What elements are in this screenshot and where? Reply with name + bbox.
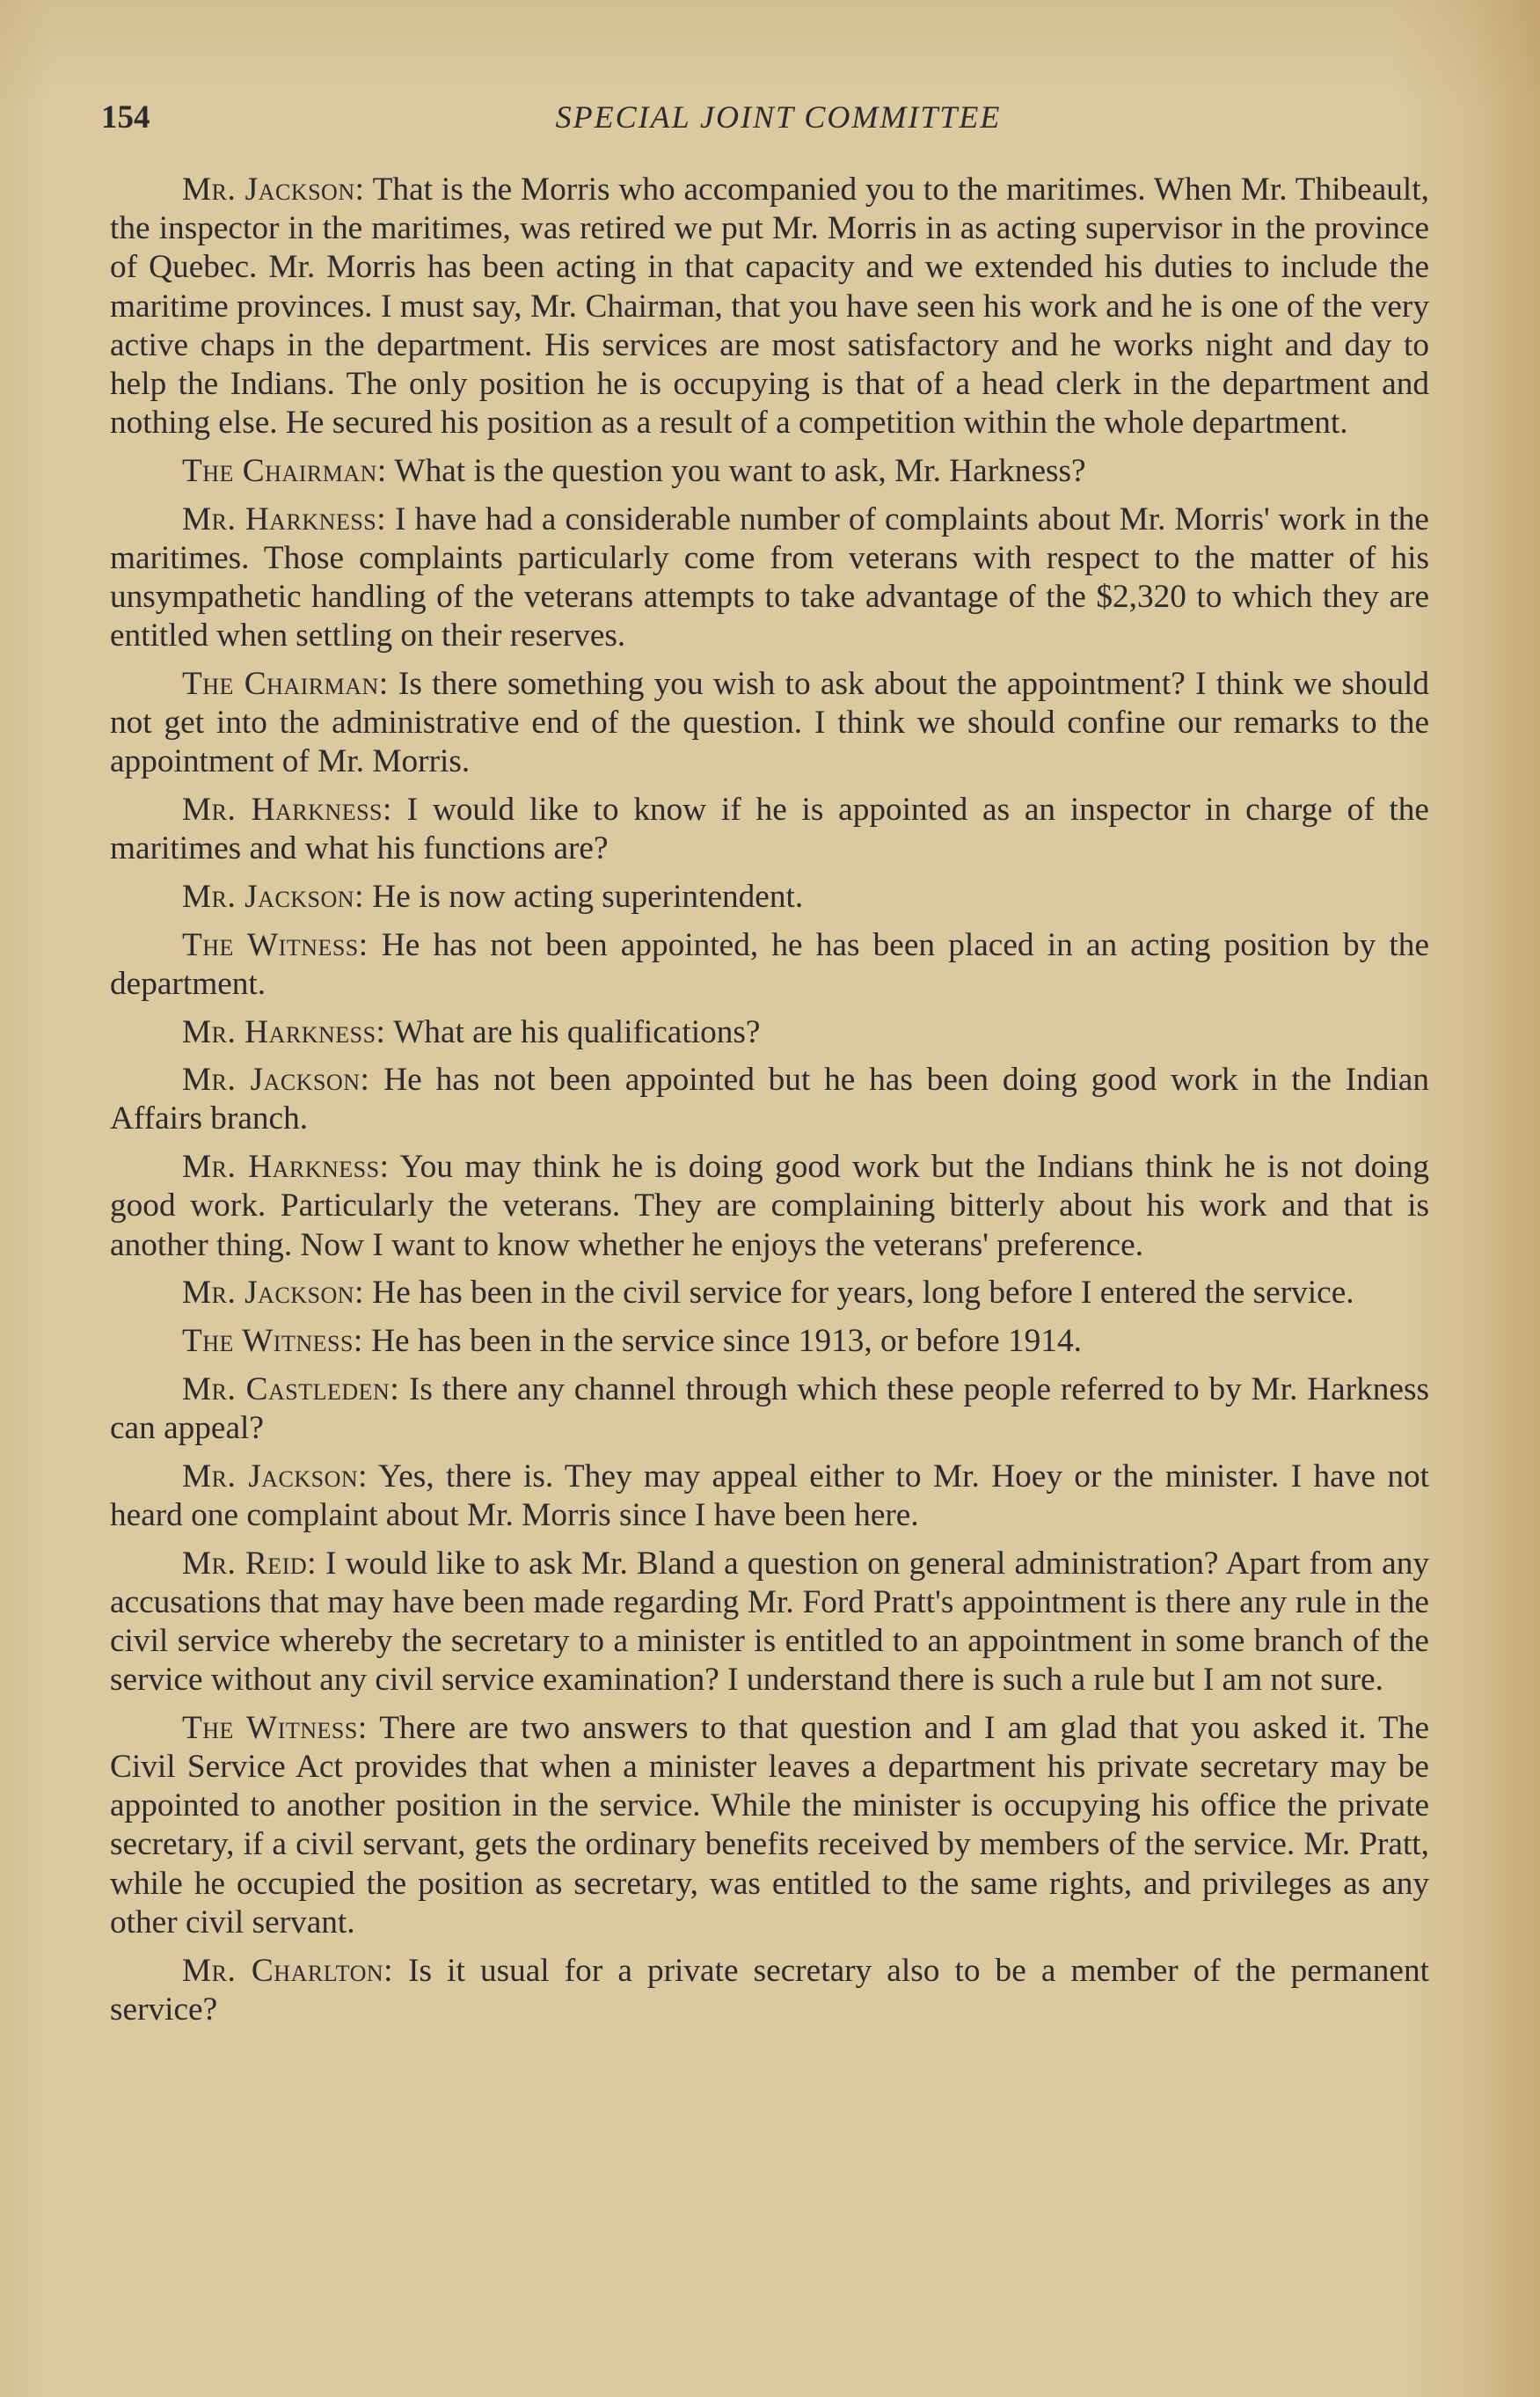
speaker-name: Mr. Jackson:	[182, 1275, 364, 1312]
transcript-paragraph	[110, 1545, 1429, 1700]
speaker-name: Mr. Jackson:	[182, 172, 365, 208]
transcript-paragraph	[110, 878, 1429, 917]
speaker-name: Mr. Harkness:	[182, 1013, 386, 1050]
paragraph-text: What is the question you want to ask, Mr. Harkness?	[386, 452, 1086, 489]
transcript-paragraph	[110, 1274, 1429, 1312]
speaker-name: Mr. Harkness:	[182, 792, 392, 829]
paragraph-text: You may think he is doing good work but the Indians think he is not doing good work. Particularly the veterans. They are complaining bitterly about his work and that is another thing. Now I want to know whether he enjoys the veterans' preference.	[110, 1149, 1429, 1263]
paragraph-text: I have had a considerable number of complaints about Mr. Morris' work in the maritimes. Those complaints particularly come from veterans with respect to the matter of his unsympathetic handling of the veterans attempts to take advantage of the $2,320 to which they are entitled when settling on their reserves.	[110, 501, 1429, 654]
paragraph-text: That is the Morris who accompanied you to the maritimes. When Mr. Thibeault, the inspector in the maritimes, was retired we put Mr. Morris in as acting supervisor in the province of Quebec. Mr. Morris has been acting in that capacity and we extended his duties to include the maritime provinces. I must say, Mr. Chairman, that you have seen his work and he is one of the very active chaps in the department. His services are most satisfactory and he works night and day to help the Indians. The only position he is occupying is that of a head clerk in the department and nothing else. He secured his position as a result of a competition within the whole department.	[110, 172, 1429, 442]
speaker-name: Mr. Jackson:	[182, 1458, 369, 1494]
transcript-paragraph	[110, 1013, 1429, 1052]
transcript-paragraph	[110, 1709, 1429, 1942]
transcript-paragraph	[110, 452, 1429, 491]
speaker-name: The Chairman:	[182, 665, 389, 702]
page-header	[101, 99, 1456, 151]
speaker-name: Mr. Harkness:	[182, 501, 387, 537]
speaker-name: The Witness:	[182, 1709, 368, 1746]
transcript-paragraph	[110, 926, 1429, 1004]
running-title: SPECIAL JOINT COMMITTEE	[555, 99, 1002, 135]
paragraph-text: I would like to know if he is appointed as an inspector in charge of the maritimes and what his functions are?	[110, 792, 1429, 867]
speaker-name: The Chairman:	[182, 452, 387, 489]
speaker-name: Mr. Jackson:	[182, 878, 364, 915]
transcript-paragraph	[110, 501, 1429, 656]
transcript-paragraph	[110, 1061, 1429, 1138]
transcript-paragraph	[110, 1952, 1429, 2029]
speaker-name: Mr. Jackson:	[182, 1062, 370, 1099]
speaker-name: Mr. Castleden:	[182, 1370, 400, 1407]
paragraph-text: I would like to ask Mr. Bland a question on general administration? Apart from any accusations that may have been made regarding Mr. Ford Pratt's appointment is there any rule in the civil service whereby the secretary to a minister is entitled to an appointment in some branch of the service without any civil service examination? I understand there is such a rule but I am not sure.	[110, 1545, 1429, 1699]
paragraph-text: He has not been appointed but he has been doing good work in the Indian Affairs branch.	[110, 1062, 1429, 1137]
paragraph-text: Is it usual for a private secretary also to be a member of the permanent service?	[110, 1952, 1429, 2028]
paragraph-text: There are two answers to that question and I am glad that you asked it. The Civil Service Act provides that when a minister leaves a department his private secretary may be appointed to another position in the service. While the minister is occupying his office the private secretary, if a civil servant, gets the ordinary benefits received by members of the service. Mr. Pratt, while he occupied the position as secretary, was entitled to the same rights, and privileges as any other civil servant.	[110, 1709, 1429, 1940]
paragraph-text: He is now acting superintendent.	[363, 878, 804, 915]
speaker-name: Mr. Harkness:	[182, 1149, 390, 1186]
speaker-name: Mr. Charlton:	[182, 1952, 394, 1989]
paragraph-text: What are his qualifications?	[385, 1013, 761, 1050]
transcript-paragraph	[110, 791, 1429, 868]
paragraph-text: Is there any channel through which these people referred to by Mr. Harkness can appeal?	[110, 1370, 1429, 1446]
transcript-paragraph	[110, 1370, 1429, 1448]
paragraph-text: Is there something you wish to ask about the appointment? I think we should not get into the administrative end of the question. I think we should confine our remarks to the appointment of Mr. Morris.	[110, 665, 1429, 780]
speaker-name: The Witness:	[182, 1322, 363, 1359]
paragraph-text: He has been in the civil service for years, long before I entered the service.	[363, 1275, 1354, 1312]
speaker-name: The Witness:	[182, 926, 369, 963]
paragraph-text: He has not been appointed, he has been placed in an acting position by the department.	[110, 926, 1429, 1002]
transcript-paragraph	[110, 1458, 1429, 1535]
transcript-paragraph	[110, 1148, 1429, 1265]
paragraph-text: Yes, there is. They may appeal either to Mr. Hoey or the minister. I have not heard one complaint about Mr. Morris since I have been here.	[110, 1458, 1429, 1533]
transcript-body	[110, 171, 1429, 2038]
transcript-paragraph	[110, 665, 1429, 782]
transcript-paragraph	[110, 171, 1429, 442]
speaker-name: Mr. Reid:	[182, 1545, 317, 1582]
transcript-paragraph	[110, 1322, 1429, 1361]
paragraph-text: He has been in the service since 1913, or before 1914.	[362, 1322, 1082, 1359]
page-number: 154	[101, 99, 150, 135]
